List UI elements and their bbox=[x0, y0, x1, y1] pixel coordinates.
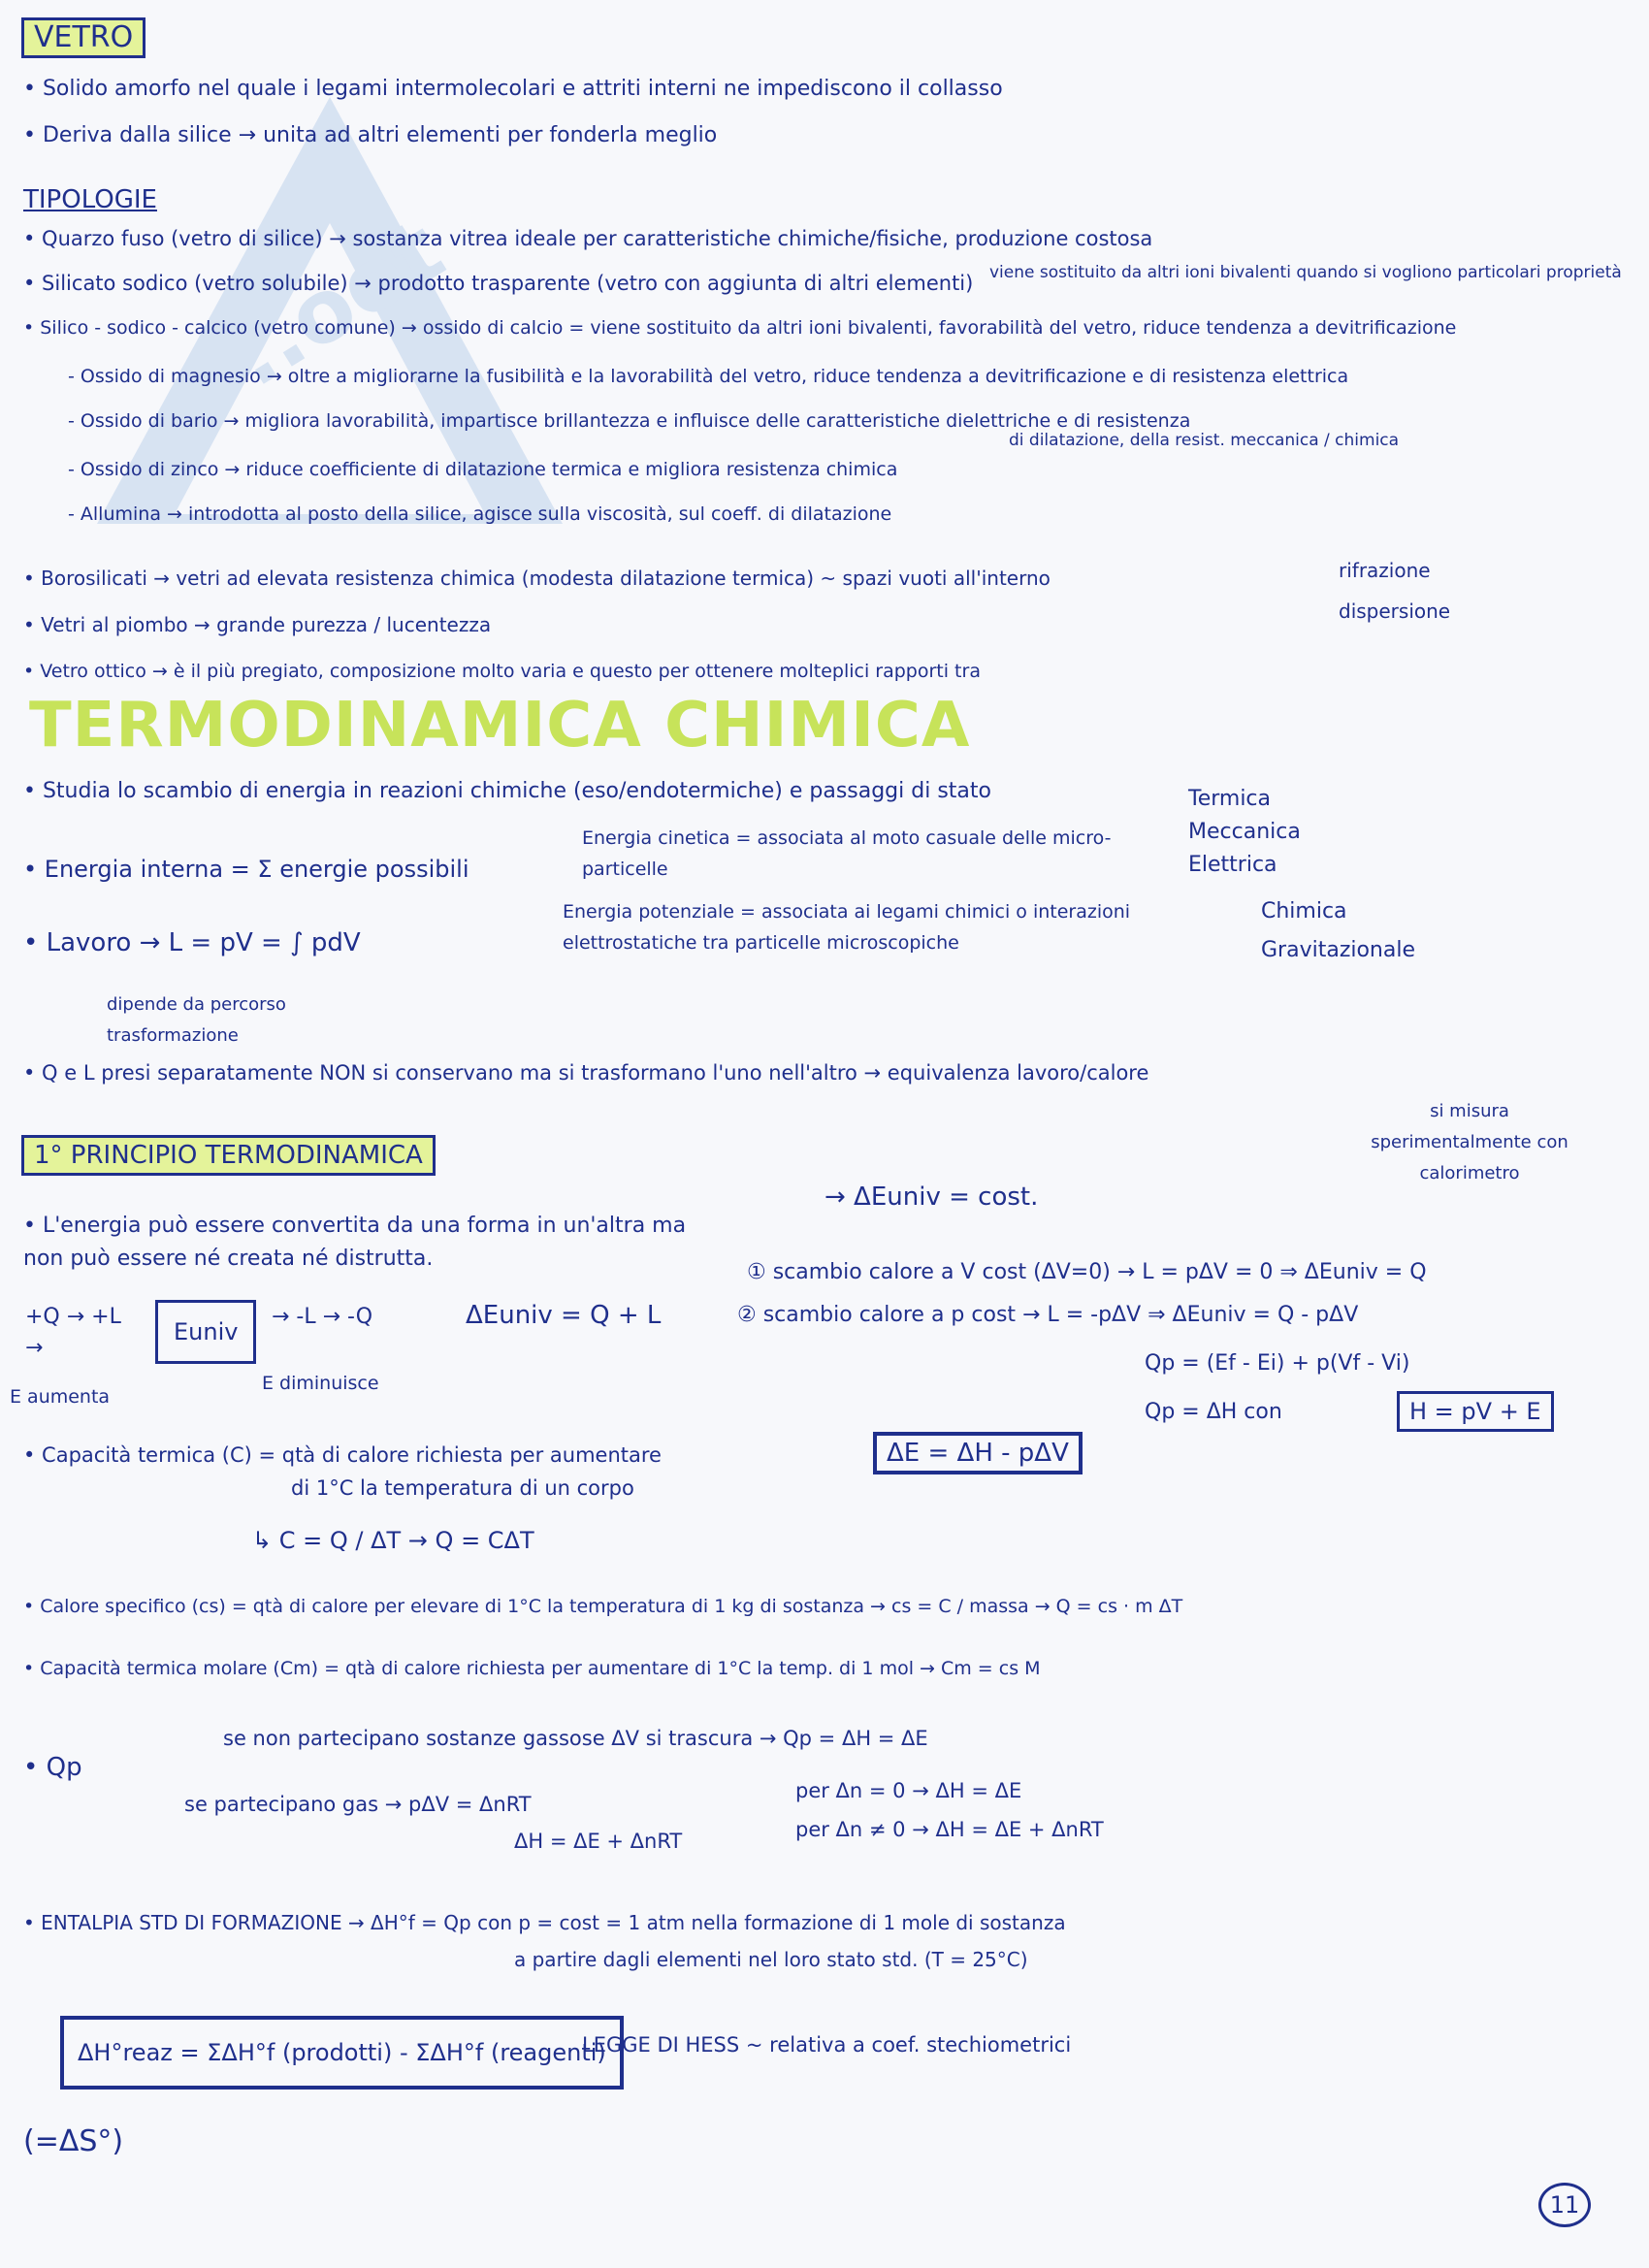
qp-entalpia: Qp = ΔH con bbox=[1145, 1400, 1282, 1424]
principio-conservazione: → ΔEuniv = cost. bbox=[824, 1183, 1039, 1212]
capacita-termica-formula: ↳ C = Q / ΔT → Q = CΔT bbox=[252, 1527, 534, 1554]
entalpia-formazione: • ENTALPIA STD DI FORMAZIONE → ΔH°f = Qp con p = cost = 1 atm nella formazione di 1 mole di sostanza bbox=[23, 1911, 1066, 1934]
energia-potenziale: Energia potenziale = associata ai legami chimici o interazioni elettrostatiche tra particelle microscopiche bbox=[563, 901, 1131, 954]
energia-cinetica: Energia cinetica = associata al moto casuale delle micro-particelle bbox=[582, 827, 1112, 880]
capacita-termica-2: di 1°C la temperatura di un corpo bbox=[291, 1476, 634, 1500]
legge-hess: LEGGE DI HESS ~ relativa a coef. stechiometrici bbox=[582, 2033, 1072, 2057]
ossido-bario: - Ossido di bario → migliora lavorabilità, impartisce brillantezza e influisce delle caratteristiche dielettriche e di resistenza bbox=[68, 410, 1191, 432]
vetro-ottico-dispersione: dispersione bbox=[1339, 599, 1451, 623]
section-title-primo-principio: 1° PRINCIPIO TERMODINAMICA bbox=[21, 1135, 436, 1176]
qp-case-no-gas: se non partecipano sostanze gassose ΔV si trascura → Qp = ΔH = ΔE bbox=[223, 1727, 928, 1750]
energia-potenziale-gravitazionale: Gravitazionale bbox=[1261, 938, 1416, 962]
allumina-1: - Allumina → introdotta al posto della silice, agisce sulla viscosità, sul coeff. di dilatazione bbox=[68, 503, 892, 525]
energia-potenziale-chimica: Chimica bbox=[1261, 899, 1347, 923]
caso-p-costante: ② scambio calore a p cost → L = -pΔV ⇒ ΔEuniv = Q - pΔV bbox=[737, 1303, 1359, 1327]
page-number: 11 bbox=[1538, 2183, 1591, 2227]
diagram-outputs: → -L → -Q bbox=[272, 1305, 373, 1329]
section-title-termodinamica: TERMODINAMICA CHIMICA bbox=[29, 690, 971, 761]
qp-dn-nonzero: per Δn ≠ 0 → ΔH = ΔE + ΔnRT bbox=[795, 1818, 1104, 1841]
entalpia-formazione-2: a partire dagli elementi nel loro stato std. (T = 25°C) bbox=[514, 1948, 1028, 1971]
watermark-text: ..oot bbox=[213, 199, 462, 407]
misura-note: si misura sperimentalmente con calorimetro bbox=[1371, 1101, 1568, 1183]
principio-line-2: non può essere né creata né distrutta. bbox=[23, 1247, 434, 1271]
borosilicati: • Borosilicati → vetri ad elevata resistenza chimica (modesta dilatazione termica) ~ spazi vuoti all'interno bbox=[23, 567, 1051, 590]
energia-cinetica-elettrica: Elettrica bbox=[1188, 853, 1277, 877]
qp-definizione: Qp = (Ef - Ei) + p(Vf - Vi) bbox=[1145, 1351, 1410, 1376]
lavoro-formula: • Lavoro → L = pV = ∫ pdV bbox=[23, 928, 361, 957]
termo-line-3: • Q e L presi separatamente NON si conservano ma si trasformano l'uno nell'altro → equivalenza lavoro/calore bbox=[23, 1061, 1149, 1085]
lavoro-note: dipende da percorso trasformazione bbox=[107, 994, 286, 1046]
vetri-piombo: • Vetri al piombo → grande purezza / lucentezza bbox=[23, 613, 492, 636]
vetro-ottico-rifrazione: rifrazione bbox=[1339, 559, 1431, 582]
diagram-diminuisce: E diminuisce bbox=[262, 1373, 379, 1394]
ossido-magnesio: - Ossido di magnesio → oltre a migliorarne la fusibilità e la lavorabilità del vetro, riduce tendenza a devitrificazione e di resistenza elettrica bbox=[68, 366, 1349, 387]
entalpia-definizione-box: H = pV + E bbox=[1397, 1391, 1554, 1432]
qp-title: • Qp bbox=[23, 1753, 82, 1782]
vetro-line-1: • Solido amorfo nel quale i legami intermolecolari e attriti interni ne impediscono il collasso bbox=[23, 77, 1003, 101]
diagram-inputs: +Q → +L → bbox=[25, 1305, 121, 1360]
caso-v-costante: ① scambio calore a V cost (ΔV=0) → L = pΔV = 0 ⇒ ΔEuniv = Q bbox=[747, 1260, 1427, 1284]
tipologia-silico-sodico: • Silico - sodico - calcico (vetro comune) → ossido di calcio = viene sostituito da altri ioni bivalenti, favorabilità del vetro, riduce tendenza a devitrificazione bbox=[23, 317, 1457, 339]
tipologia-silicato-sodico: • Silicato sodico (vetro solubile) → prodotto trasparente (vetro con aggiunta di altri elementi) bbox=[23, 272, 974, 295]
qp-dn-zero: per Δn = 0 → ΔH = ΔE bbox=[795, 1779, 1022, 1802]
energia-cinetica-termica: Termica bbox=[1188, 787, 1272, 811]
vetro-line-2: • Deriva dalla silice → unita ad altri elementi per fonderla meglio bbox=[23, 123, 718, 147]
capacita-molare: • Capacità termica molare (Cm) = qtà di calore richiesta per aumentare di 1°C la temp. di 1 mol → Cm = cs M bbox=[23, 1658, 1041, 1679]
diagram-euniv-box: Euniv bbox=[155, 1300, 256, 1364]
section-title-vetro: VETRO bbox=[21, 17, 146, 58]
capacita-termica: • Capacità termica (C) = qtà di calore richiesta per aumentare bbox=[23, 1443, 662, 1467]
qp-case-gas: se partecipano gas → pΔV = ΔnRT bbox=[184, 1793, 532, 1816]
delta-e-formula: ΔEuniv = Q + L bbox=[466, 1301, 662, 1330]
qp-case-gas-2: ΔH = ΔE + ΔnRT bbox=[514, 1830, 683, 1853]
delta-e-result-box: ΔE = ΔH - pΔV bbox=[873, 1432, 1083, 1474]
tipologie-title: TIPOLOGIE bbox=[23, 185, 157, 214]
ossido-zinco-note: di dilatazione, della resist. meccanica / chimica bbox=[1009, 431, 1400, 450]
diagram-aumenta: E aumenta bbox=[10, 1386, 111, 1408]
vetro-ottico: • Vetro ottico → è il più pregiato, composizione molto varia e questo per ottenere molteplici rapporti tra bbox=[23, 661, 981, 682]
energia-cinetica-meccanica: Meccanica bbox=[1188, 820, 1301, 844]
principio-line-1: • L'energia può essere convertita da una forma in un'altra ma bbox=[23, 1214, 687, 1238]
tipologia-silicato-note: viene sostituito da altri ioni bivalenti quando si vogliono particolari proprietà bbox=[989, 263, 1622, 282]
legge-hess-box: ΔH°reaz = ΣΔH°f (prodotti) - ΣΔH°f (reagenti) bbox=[60, 2016, 624, 2090]
tipologia-quarzo: • Quarzo fuso (vetro di silice) → sostanza vitrea ideale per caratteristiche chimiche/fisiche, produzione costosa bbox=[23, 227, 1153, 250]
ossido-zinco: - Ossido di zinco → riduce coefficiente di dilatazione termica e migliora resistenza chimica bbox=[68, 459, 898, 480]
energia-interna: • Energia interna = Σ energie possibili bbox=[23, 856, 469, 883]
termo-line-1: • Studia lo scambio di energia in reazioni chimiche (eso/endotermiche) e passaggi di stato bbox=[23, 779, 991, 803]
delta-s: (=ΔS°) bbox=[23, 2124, 124, 2158]
calore-specifico: • Calore specifico (cs) = qtà di calore per elevare di 1°C la temperatura di 1 kg di sostanza → cs = C / massa → Q = cs · m ΔT bbox=[23, 1596, 1183, 1617]
